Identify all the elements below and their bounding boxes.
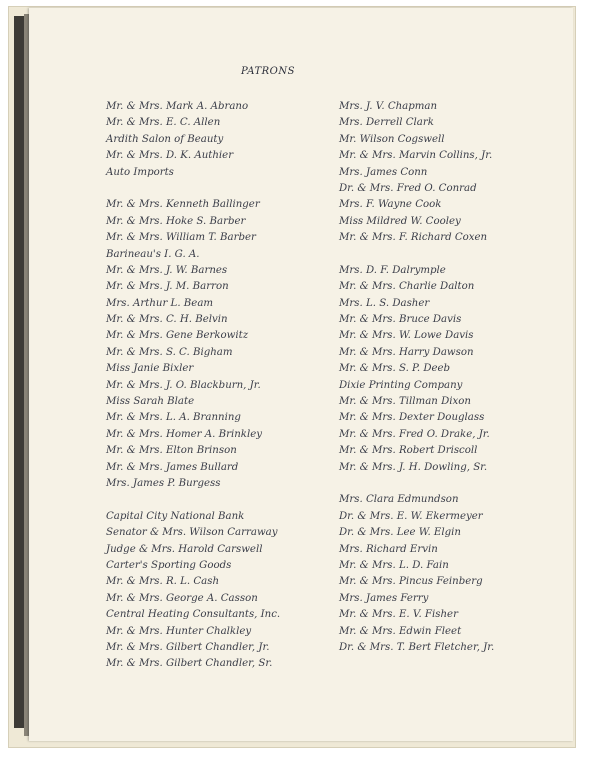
patron-entry: Mr. & Mrs. J. W. Barnes: [106, 264, 228, 276]
patron-entry: Miss Sarah Blate: [106, 396, 195, 408]
patron-entry: Capital City National Bank: [106, 510, 245, 522]
patron-entry: Mrs. Derrell Clark: [339, 117, 434, 129]
patron-entry: Miss Janie Bixler: [106, 363, 194, 375]
patron-entry: Mr. & Mrs. W. Lowe Davis: [339, 330, 474, 342]
patron-entry: Dr. & Mrs. Lee W. Elgin: [339, 527, 461, 539]
patron-entry: Mr. & Mrs. Mark A. Abrano: [106, 101, 249, 112]
patron-entry: Mr. & Mrs. J. O. Blackburn, Jr.: [106, 379, 261, 391]
patron-entry: Senator & Mrs. Wilson Carraway: [106, 527, 278, 539]
patron-entry: Mrs. James P. Burgess: [106, 477, 221, 489]
patron-entry: Mrs. Richard Ervin: [339, 543, 438, 555]
patron-entry: Mr. & Mrs. E. C. Allen: [106, 117, 221, 129]
patron-entry: Dixie Printing Company: [339, 379, 463, 391]
patron-entry: Mr. & Mrs. Hoke S. Barber: [106, 215, 246, 227]
page-title: PATRONS: [241, 66, 295, 77]
patron-entry: Mr. & Mrs. Edwin Fleet: [339, 625, 462, 637]
patron-entry: Mr. & Mrs. Dexter Douglass: [339, 412, 485, 424]
patrons-right-column: [339, 99, 494, 656]
patron-entry: Mrs. James Conn: [339, 166, 428, 178]
patron-entry: Mrs. D. F. Dalrymple: [339, 264, 446, 276]
patron-entry: Dr. & Mrs. T. Bert Fletcher, Jr.: [339, 641, 495, 653]
patron-entry: Mrs. James Ferry: [339, 592, 429, 604]
patron-entry: Mr. & Mrs. George A. Casson: [106, 592, 258, 604]
patron-entry: Central Heating Consultants, Inc.: [106, 609, 281, 621]
patron-entry: Mrs. Arthur L. Beam: [106, 297, 214, 309]
patron-entry: Mr. & Mrs. D. K. Authier: [106, 150, 234, 162]
patron-entry: Mr. & Mrs. Robert Driscoll: [339, 445, 478, 457]
section-gap: [339, 247, 494, 263]
patron-entry: Mr. & Mrs. E. V. Fisher: [339, 609, 458, 621]
patron-entry: Mr. & Mrs. Hunter Chalkley: [106, 625, 252, 637]
patron-entry: Mr. & Mrs. J. M. Barron: [106, 281, 229, 293]
patron-entry: Dr. & Mrs. E. W. Ekermeyer: [339, 510, 483, 522]
patrons-left-column: [106, 99, 280, 673]
patron-entry: Mr. & Mrs. Elton Brinson: [106, 445, 237, 457]
patron-entry: Mr. & Mrs. C. H. Belvin: [106, 314, 228, 326]
patron-entry: Mr. & Mrs. Pincus Feinberg: [339, 576, 483, 588]
patron-entry: Mrs. J. V. Chapman: [339, 101, 438, 112]
patron-entry: Mrs. Clara Edmundson: [339, 494, 459, 506]
patron-entry: Mr. & Mrs. F. Richard Coxen: [339, 232, 488, 244]
section-gap: [106, 181, 280, 197]
patron-entry: Mr. & Mrs. Gene Berkowitz: [106, 330, 249, 342]
patron-entry: Mrs. F. Wayne Cook: [339, 199, 442, 211]
section-gap: [106, 492, 280, 508]
patron-entry: Mr. & Mrs. Bruce Davis: [339, 314, 462, 326]
patron-entry: Mr. & Mrs. R. L. Cash: [106, 576, 220, 588]
patron-entry: Mr. & Mrs. Kenneth Ballinger: [106, 199, 260, 211]
patron-entry: Barineau's I. G. A.: [106, 248, 200, 260]
patron-entry: Mr. & Mrs. Tillman Dixon: [339, 396, 471, 408]
patron-entry: Mr. & Mrs. Fred O. Drake, Jr.: [339, 428, 490, 440]
section-gap: [339, 476, 494, 492]
patron-entry: Mr. & Mrs. Harry Dawson: [339, 346, 474, 358]
patron-entry: Mr. & Mrs. James Bullard: [106, 461, 239, 473]
patron-entry: Mr. & Mrs. L. A. Branning: [106, 412, 241, 424]
patron-entry: Auto Imports: [106, 166, 174, 178]
patron-entry: Mr. & Mrs. William T. Barber: [106, 232, 256, 244]
patron-entry: Mr. & Mrs. Gilbert Chandler, Sr.: [106, 658, 273, 670]
patron-entry: Mr. & Mrs. S. P. Deeb: [339, 363, 451, 375]
patron-entry: Mr. & Mrs. S. C. Bigham: [106, 346, 233, 358]
patron-entry: Mr. & Mrs. Gilbert Chandler, Jr.: [106, 641, 270, 653]
patron-entry: Miss Mildred W. Cooley: [339, 215, 461, 227]
patron-entry: Mr. & Mrs. Marvin Collins, Jr.: [339, 150, 493, 162]
patron-entry: Mr. Wilson Cogswell: [339, 133, 445, 145]
patron-entry: Mrs. L. S. Dasher: [339, 297, 430, 309]
patron-entry: Mr. & Mrs. Homer A. Brinkley: [106, 428, 263, 440]
patron-entry: Ardith Salon of Beauty: [106, 133, 224, 145]
patron-entry: Mr. & Mrs. J. H. Dowling, Sr.: [339, 461, 488, 473]
patron-entry: Mr. & Mrs. L. D. Fain: [339, 559, 449, 571]
patron-entry: Dr. & Mrs. Fred O. Conrad: [339, 182, 477, 194]
patron-entry: Carter's Sporting Goods: [106, 559, 232, 571]
patron-entry: Judge & Mrs. Harold Carswell: [106, 543, 263, 555]
book-binding: [14, 16, 24, 728]
patron-entry: Mr. & Mrs. Charlie Dalton: [339, 281, 475, 293]
